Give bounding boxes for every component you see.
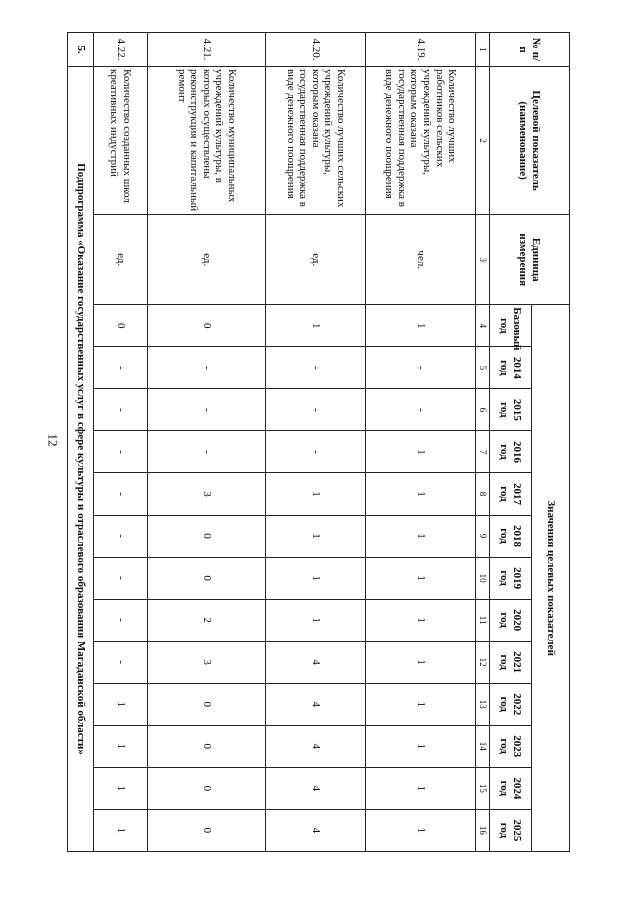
header-values-group: Значения целевых показателей bbox=[532, 305, 570, 852]
row-value: 1 bbox=[366, 557, 476, 599]
row-value: 3 bbox=[148, 641, 266, 683]
row-value: 1 bbox=[266, 599, 366, 641]
header-num: № п/п bbox=[490, 33, 570, 67]
row-base-value: 0 bbox=[148, 305, 266, 347]
row-value: - bbox=[366, 347, 476, 389]
column-number: 11 bbox=[476, 599, 490, 641]
row-value: 1 bbox=[94, 725, 148, 767]
row-value: - bbox=[148, 431, 266, 473]
header-year: 2020 год bbox=[490, 599, 532, 641]
header-indicator: Целевой показатель (наименование) bbox=[490, 67, 570, 215]
header-year: 2021 год bbox=[490, 641, 532, 683]
row-value: 1 bbox=[366, 641, 476, 683]
row-indicator-name: Количество лучших работников сельских учреждений культуры, которым оказана государственная поддержка в виде денежного поощрения bbox=[366, 67, 476, 215]
header-year: 2022 год bbox=[490, 683, 532, 725]
row-num: 4.20. bbox=[266, 33, 366, 67]
column-number: 14 bbox=[476, 725, 490, 767]
column-number: 1 bbox=[476, 33, 490, 67]
column-number: 9 bbox=[476, 515, 490, 557]
column-number: 15 bbox=[476, 767, 490, 809]
header-year: 2015 год bbox=[490, 389, 532, 431]
row-value: 3 bbox=[148, 473, 266, 515]
subprogram-row bbox=[68, 33, 94, 852]
row-value: 1 bbox=[366, 683, 476, 725]
page-number: 12 bbox=[45, 433, 61, 447]
header-year: 2024 год bbox=[490, 767, 532, 809]
column-number: 13 bbox=[476, 683, 490, 725]
row-value: - bbox=[266, 347, 366, 389]
column-number: 2 bbox=[476, 67, 490, 215]
row-base-value: 1 bbox=[366, 305, 476, 347]
row-value: 1 bbox=[366, 599, 476, 641]
row-value: 0 bbox=[148, 683, 266, 725]
row-value: 1 bbox=[366, 809, 476, 851]
row-value: 1 bbox=[94, 809, 148, 851]
subprogram-title: Подпрограмма «Оказание государственных услуг в сфере культуры и отраслевого образования Магаданской области» bbox=[68, 67, 94, 852]
header-year: 2014 год bbox=[490, 347, 532, 389]
row-value: 1 bbox=[366, 431, 476, 473]
row-value: - bbox=[94, 431, 148, 473]
column-numbers-row bbox=[476, 33, 490, 852]
row-value: 0 bbox=[148, 809, 266, 851]
row-num: 4.22. bbox=[94, 33, 148, 67]
row-indicator-name: Количество созданных школ креативных индустрий bbox=[94, 67, 148, 215]
row-value: 4 bbox=[266, 725, 366, 767]
column-number: 5 bbox=[476, 347, 490, 389]
table-row bbox=[94, 33, 148, 852]
row-value: 1 bbox=[266, 557, 366, 599]
row-num: 4.19. bbox=[366, 33, 476, 67]
column-number: 8 bbox=[476, 473, 490, 515]
row-value: - bbox=[94, 515, 148, 557]
rotated-table-container bbox=[74, 32, 570, 852]
row-value: 4 bbox=[266, 767, 366, 809]
indicators-table bbox=[67, 32, 570, 852]
row-value: 4 bbox=[266, 641, 366, 683]
row-indicator-name: Количество муниципальных учреждений культуры, в которых осуществлены реконструкция и капитальный ремонт bbox=[148, 67, 266, 215]
column-number: 3 bbox=[476, 215, 490, 305]
row-value: - bbox=[94, 599, 148, 641]
row-value: 4 bbox=[266, 809, 366, 851]
row-value: 1 bbox=[366, 767, 476, 809]
row-value: 0 bbox=[148, 515, 266, 557]
row-value: - bbox=[94, 347, 148, 389]
row-value: - bbox=[266, 389, 366, 431]
row-unit: ед. bbox=[148, 215, 266, 305]
row-value: 0 bbox=[148, 725, 266, 767]
row-value: - bbox=[94, 557, 148, 599]
column-number: 4 bbox=[476, 305, 490, 347]
row-value: 1 bbox=[94, 683, 148, 725]
row-value: 0 bbox=[148, 557, 266, 599]
row-value: 1 bbox=[266, 515, 366, 557]
row-value: 1 bbox=[366, 515, 476, 557]
header-base-year: Базовый год bbox=[490, 305, 532, 347]
row-value: - bbox=[148, 389, 266, 431]
header-year: 2017 год bbox=[490, 473, 532, 515]
row-value: - bbox=[266, 431, 366, 473]
column-number: 10 bbox=[476, 557, 490, 599]
row-unit: ед. bbox=[94, 215, 148, 305]
row-value: - bbox=[366, 389, 476, 431]
row-value: 2 bbox=[148, 599, 266, 641]
header-year: 2018 год bbox=[490, 515, 532, 557]
row-value: - bbox=[148, 347, 266, 389]
row-value: - bbox=[94, 389, 148, 431]
row-value: 4 bbox=[266, 683, 366, 725]
header-year: 2025 год bbox=[490, 809, 532, 851]
header-year: 2023 год bbox=[490, 725, 532, 767]
column-number: 12 bbox=[476, 641, 490, 683]
column-number: 6 bbox=[476, 389, 490, 431]
column-number: 7 bbox=[476, 431, 490, 473]
row-num: 4.21. bbox=[148, 33, 266, 67]
table-row bbox=[148, 33, 266, 852]
table-row bbox=[266, 33, 366, 852]
row-value: 1 bbox=[366, 725, 476, 767]
row-base-value: 0 bbox=[94, 305, 148, 347]
row-unit: ед. bbox=[266, 215, 366, 305]
header-year: 2019 год bbox=[490, 557, 532, 599]
row-value: 1 bbox=[94, 767, 148, 809]
header-unit: Единица измерения bbox=[490, 215, 570, 305]
subprogram-num: 5. bbox=[68, 33, 94, 67]
header-year: 2016 год bbox=[490, 431, 532, 473]
row-value: - bbox=[94, 473, 148, 515]
row-value: - bbox=[94, 641, 148, 683]
row-indicator-name: Количество лучших сельских учреждений культуры, которым оказана государственная поддержка в виде денежного поощрения bbox=[266, 67, 366, 215]
row-value: 1 bbox=[266, 473, 366, 515]
column-number: 16 bbox=[476, 809, 490, 851]
row-base-value: 1 bbox=[266, 305, 366, 347]
table-row bbox=[366, 33, 476, 852]
row-value: 1 bbox=[366, 473, 476, 515]
row-unit: чел. bbox=[366, 215, 476, 305]
row-value: 0 bbox=[148, 767, 266, 809]
